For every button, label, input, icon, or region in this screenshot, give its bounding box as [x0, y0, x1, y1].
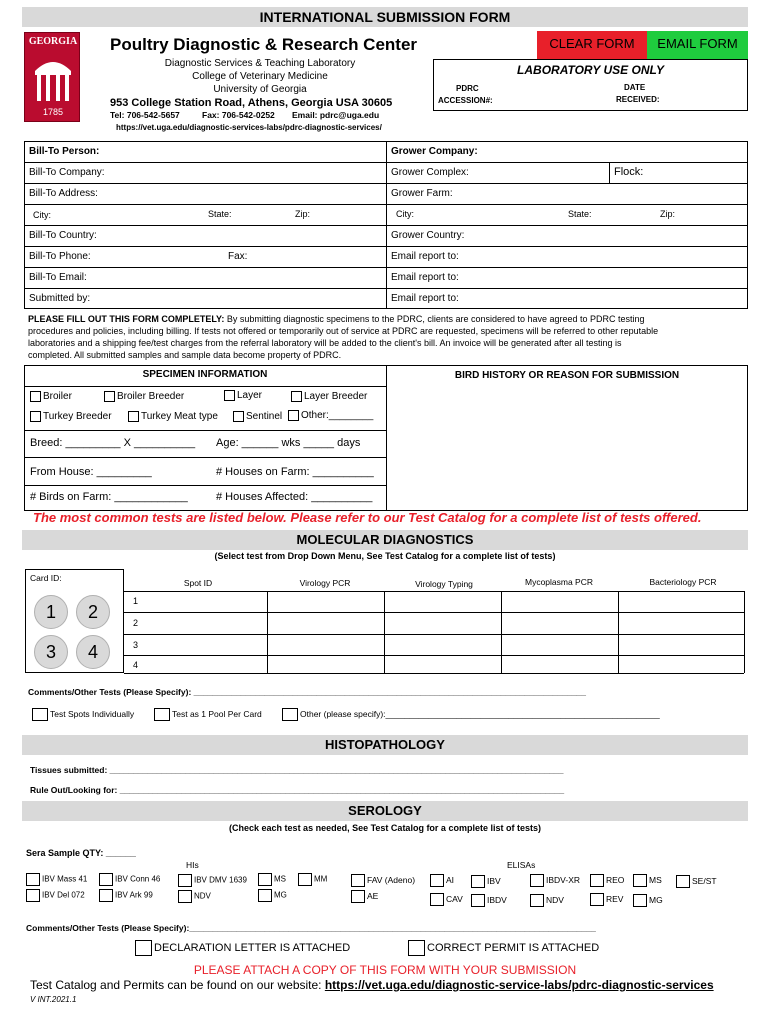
declaration-option[interactable]: DECLARATION LETTER IS ATTACHED [135, 940, 350, 956]
notice-line3: laboratories and a shipping fee/test charges from the referral laboratory will be added to the client's bill. An invoice will be generated after all testing is [28, 338, 622, 348]
ibv-mass-checkbox[interactable] [26, 873, 40, 886]
email-form-button[interactable]: EMAIL FORM [647, 31, 748, 59]
rev-option[interactable]: REV [590, 893, 623, 906]
breed-field[interactable]: Breed: _________ X __________ [30, 437, 196, 449]
layer-breeder-option[interactable]: Layer Breeder [291, 391, 367, 402]
grower-zip-label[interactable]: Zip: [660, 209, 676, 219]
sentinel-option[interactable]: Sentinel [233, 411, 282, 422]
elisa-ndv-option[interactable]: NDV [530, 894, 564, 907]
lab-accession: ACCESSION#: [438, 96, 493, 105]
col-mycoplasma-pcr: Mycoplasma PCR [524, 577, 594, 587]
spot-circle-3: 3 [34, 635, 68, 669]
lab-received: RECEIVED: [616, 95, 660, 104]
tissues-field[interactable]: Tissues submitted: ________________________________________________________________________________________________ [30, 765, 564, 775]
notice-line2: procedures and policies, including billing. If tests not offered or temporarily out of service at PDRC are requested, specimens will be referred to other reputable [28, 326, 659, 336]
grower-farm-label[interactable]: Grower Farm: [391, 188, 453, 199]
elisa-ndv-checkbox[interactable] [530, 894, 544, 907]
center-name: Poultry Diagnostic & Research Center [110, 35, 418, 54]
elisa-ibv-checkbox[interactable] [471, 875, 485, 888]
molecular-subtitle: (Select test from Drop Down Menu, See Test Catalog for a complete list of tests) [214, 551, 556, 561]
ibdv-checkbox[interactable] [471, 894, 485, 907]
row-1-label: 1 [133, 596, 139, 606]
billto-email-label[interactable]: Bill-To Email: [29, 272, 87, 283]
sentinel-checkbox[interactable] [233, 411, 244, 422]
ae-option[interactable]: AE [351, 890, 378, 903]
reo-option[interactable]: REO [590, 874, 624, 887]
test-pool-checkbox[interactable] [154, 708, 170, 721]
email-report-3-label[interactable]: Email report to: [391, 293, 459, 304]
ibv-ark-option[interactable]: IBV Ark 99 [99, 889, 153, 902]
broiler-breeder-option[interactable]: Broiler Breeder [104, 391, 184, 402]
turkey-meat-checkbox[interactable] [128, 411, 139, 422]
elisas-heading: ELISAs [507, 860, 536, 870]
ibv-conn-option[interactable]: IBV Conn 46 [99, 873, 160, 886]
ibv-del-option[interactable]: IBV Del 072 [26, 889, 85, 902]
header-line1: Diagnostic Services & Teaching Laboratory [164, 58, 356, 69]
reo-checkbox[interactable] [590, 874, 604, 887]
billto-person-label[interactable]: Bill-To Person: [29, 146, 100, 157]
molecular-title: MOLECULAR DIAGNOSTICS [22, 530, 748, 550]
hi-ndv-checkbox[interactable] [178, 890, 192, 903]
form-title: INTERNATIONAL SUBMISSION FORM [22, 7, 748, 27]
catalog-link[interactable]: https://vet.uga.edu/diagnostic-service-labs/pdrc-diagnostic-services [324, 978, 714, 992]
serology-title: SEROLOGY [22, 801, 748, 821]
notice-paragraph [28, 313, 748, 361]
his-heading: HIs [186, 860, 199, 870]
molecular-other-checkbox[interactable] [282, 708, 298, 721]
header-tel: Tel: 706-542-5657 [110, 110, 180, 120]
ai-checkbox[interactable] [430, 874, 444, 887]
fav-option[interactable]: FAV (Adeno) [351, 874, 415, 887]
broiler-checkbox[interactable] [30, 391, 41, 402]
ibdv-xr-option[interactable]: IBDV-XR [530, 874, 580, 887]
clear-form-button[interactable]: CLEAR FORM [537, 31, 647, 59]
grower-state-label[interactable]: State: [568, 209, 592, 219]
cav-option[interactable]: CAV [430, 893, 463, 906]
rev-checkbox[interactable] [590, 893, 604, 906]
header-fax: Fax: 706-542-0252 [202, 110, 275, 120]
header-address: 953 College Station Road, Athens, Georgia USA 30605 [110, 97, 393, 109]
elisa-ibv-option[interactable]: IBV [471, 875, 501, 888]
specimen-title: SPECIMEN INFORMATION [142, 369, 268, 380]
logo-text: GEORGIA [28, 36, 78, 47]
notice-bold: PLEASE FILL OUT THIS FORM COMPLETELY: [28, 314, 225, 324]
header-line2: College of Veterinary Medicine [192, 71, 328, 82]
bird-history-title: BIRD HISTORY OR REASON FOR SUBMISSION [454, 370, 680, 381]
elisa-mg-option[interactable]: MG [633, 894, 663, 907]
hi-mg-option[interactable]: MG [258, 889, 287, 902]
ibv-dmv-checkbox[interactable] [178, 874, 192, 887]
lab-use-title: LABORATORY USE ONLY [517, 63, 664, 77]
header-line3: University of Georgia [213, 84, 307, 95]
version-label: V INT.2021.1 [30, 995, 77, 1004]
ibv-mass-option[interactable]: IBV Mass 41 [26, 873, 87, 886]
molecular-comments[interactable]: Comments/Other Tests (Please Specify): ___________________________________________________________________________________ [28, 687, 587, 697]
email-report-1-label[interactable]: Email report to: [391, 251, 459, 262]
notice-line4: completed. All submitted samples and sample data become property of PDRC. [28, 350, 342, 360]
billto-company-label[interactable]: Bill-To Company: [29, 167, 105, 178]
grower-company-label[interactable]: Grower Company: [391, 146, 478, 157]
col-virology-pcr: Virology PCR [299, 578, 351, 588]
billto-phone-label[interactable]: Bill-To Phone: [29, 251, 91, 262]
broiler-option[interactable]: Broiler [30, 391, 72, 402]
billto-fax-label[interactable]: Fax: [228, 251, 248, 262]
billto-city-label[interactable]: City: [33, 210, 51, 220]
houses-farm-field[interactable]: # Houses on Farm: __________ [216, 466, 374, 478]
permit-option[interactable]: CORRECT PERMIT IS ATTACHED [408, 940, 599, 956]
header-url: https://vet.uga.edu/diagnostic-services-labs/pdrc-diagnostic-services/ [116, 123, 382, 132]
molecular-other-option[interactable]: Other (please specify):__________________________________________________________ [282, 708, 660, 721]
ibv-dmv-option[interactable]: IBV DMV 1639 [178, 874, 247, 887]
row-4-label: 4 [133, 660, 139, 670]
layer-option[interactable]: Layer [224, 390, 262, 401]
grower-country-label[interactable]: Grower Country: [391, 230, 465, 241]
uga-logo [24, 32, 80, 122]
sera-qty-field[interactable]: Sera Sample QTY: ______ [26, 848, 136, 858]
layer-breeder-checkbox[interactable] [291, 391, 302, 402]
serology-subtitle: (Check each test as needed, See Test Catalog for a complete list of tests) [229, 823, 541, 833]
ibv-del-checkbox[interactable] [26, 889, 40, 902]
ai-option[interactable]: AI [430, 874, 454, 887]
spot-circle-2: 2 [76, 595, 110, 629]
lab-date: DATE [624, 83, 646, 92]
logo-year: 1785 [42, 107, 64, 117]
sest-option[interactable]: SE/ST [676, 875, 717, 888]
age-field[interactable]: Age: ______ wks _____ days [216, 437, 361, 449]
birds-farm-field[interactable]: # Birds on Farm: ____________ [30, 491, 188, 503]
permit-checkbox[interactable] [408, 940, 425, 956]
hi-mm-option[interactable]: MM [298, 873, 327, 886]
row-2-label: 2 [133, 618, 139, 628]
col-virology-typing: Virology Typing [415, 579, 473, 589]
other-option[interactable]: Other:________ [288, 410, 373, 421]
hi-mg-checkbox[interactable] [258, 889, 272, 902]
hi-ms-checkbox[interactable] [258, 873, 272, 886]
turkey-breeder-option[interactable]: Turkey Breeder [30, 411, 112, 422]
billto-state-label[interactable]: State: [208, 209, 232, 219]
grower-complex-label[interactable]: Grower Complex: [391, 167, 469, 178]
broiler-breeder-checkbox[interactable] [104, 391, 115, 402]
ibv-ark-checkbox[interactable] [99, 889, 113, 902]
ruleout-field[interactable]: Rule Out/Looking for: ______________________________________________________________________________________________ [30, 785, 565, 795]
col-spot-id: Spot ID [183, 578, 213, 588]
test-individually-checkbox[interactable] [32, 708, 48, 721]
spot-circle-4: 4 [76, 635, 110, 669]
hi-ms-option[interactable]: MS [258, 873, 286, 886]
lab-pdrc: PDRC [456, 84, 479, 93]
layer-checkbox[interactable] [224, 390, 235, 401]
submitted-by-label[interactable]: Submitted by: [29, 293, 91, 304]
histo-title: HISTOPATHOLOGY [22, 735, 748, 755]
header-email: Email: pdrc@uga.edu [292, 110, 380, 120]
sest-checkbox[interactable] [676, 875, 690, 888]
turkey-breeder-checkbox[interactable] [30, 411, 41, 422]
fav-checkbox[interactable] [351, 874, 365, 887]
hi-ndv-option[interactable]: NDV [178, 890, 211, 903]
houses-affected-field[interactable]: # Houses Affected: __________ [216, 491, 373, 503]
row-3-label: 3 [133, 640, 139, 650]
flock-label[interactable]: Flock: [614, 166, 644, 178]
billto-zip-label[interactable]: Zip: [295, 209, 311, 219]
grower-city-label[interactable]: City: [396, 209, 414, 219]
card-id-label[interactable]: Card ID: [30, 573, 62, 583]
billto-address-label[interactable]: Bill-To Address: [29, 188, 98, 199]
arch-icon [31, 51, 75, 103]
catalog-line: Test Catalog and Permits can be found on our website: https://vet.uga.edu/diagnostic-service-labs/pdrc-diagnostic-services [30, 978, 714, 992]
common-tests-note: The most common tests are listed below. Please refer to our Test Catalog for a complete list of tests offered. [33, 510, 702, 525]
turkey-meat-option[interactable]: Turkey Meat type [128, 411, 218, 422]
from-house-field[interactable]: From House: _________ [30, 466, 152, 478]
test-individually-option[interactable]: Test Spots Individually [32, 708, 134, 721]
notice-line1: By submitting diagnostic specimens to the PDRC, clients are considered to have agreed to PDRC testing [224, 314, 645, 324]
ibv-conn-checkbox[interactable] [99, 873, 113, 886]
email-report-2-label[interactable]: Email report to: [391, 272, 459, 283]
elisa-mg-checkbox[interactable] [633, 894, 647, 907]
billto-country-label[interactable]: Bill-To Country: [29, 230, 97, 241]
spot-circle-1: 1 [34, 595, 68, 629]
serology-comments[interactable]: Comments/Other Tests (Please Specify):______________________________________________________________________________________ [26, 923, 596, 933]
elisa-ms-checkbox[interactable] [633, 874, 647, 887]
other-checkbox[interactable] [288, 410, 299, 421]
ibdv-option[interactable]: IBDV [471, 894, 507, 907]
cav-checkbox[interactable] [430, 893, 444, 906]
elisa-ms-option[interactable]: MS [633, 874, 662, 887]
hi-mm-checkbox[interactable] [298, 873, 312, 886]
col-bacteriology-pcr: Bacteriology PCR [649, 577, 717, 587]
ibdv-xr-checkbox[interactable] [530, 874, 544, 887]
lab-use-box [433, 59, 748, 111]
declaration-checkbox[interactable] [135, 940, 152, 956]
test-pool-option[interactable]: Test as 1 Pool Per Card [154, 708, 262, 721]
ae-checkbox[interactable] [351, 890, 365, 903]
attach-note: PLEASE ATTACH A COPY OF THIS FORM WITH YOUR SUBMISSION [193, 963, 577, 977]
